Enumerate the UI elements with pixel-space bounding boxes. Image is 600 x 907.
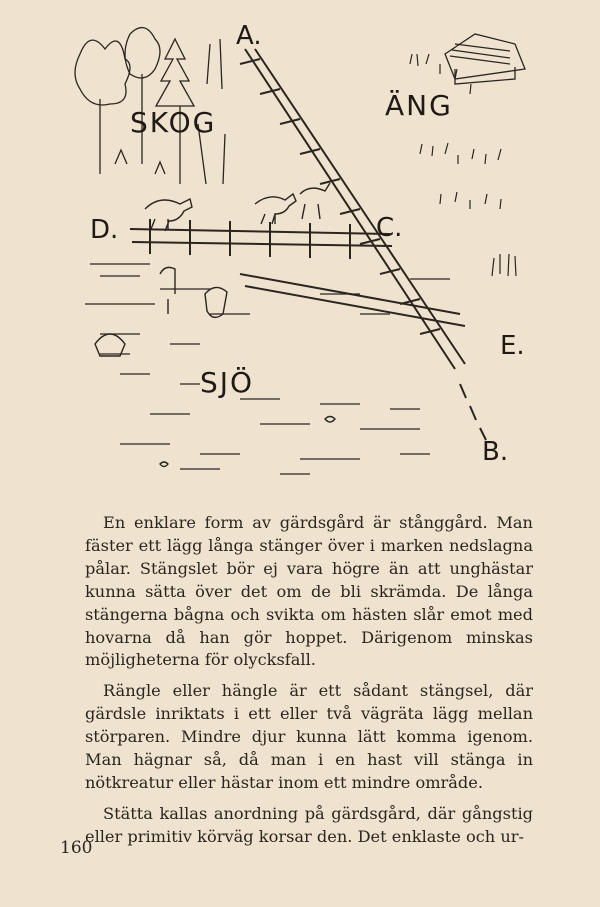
body-text [85,512,533,857]
label-skog: SKOG [130,106,217,139]
fence-horizontal [130,219,465,326]
label-b: B. [482,437,509,467]
label-e: E. [500,331,525,361]
cabin [445,34,525,84]
meadow-grass [410,54,516,276]
lake-water-lines [85,264,450,474]
fence-illustration [60,14,550,484]
page-number: 160 [60,838,93,858]
label-ang: ÄNG [385,89,453,122]
paragraph: En enklare form av gärdsgård är stånggård. Man fäster ett lägg långa stänger över i marken nedslagna pålar. Stängslet bör ej vara högre än att unghästar kunna sätta över det om de bli skrämda. De långa stängerna bågna och svikta om hästen slår emot med hovarna då han gör hoppet. Därigenom minskas möjligheterna för olycksfall. [85,513,533,670]
label-c: C. [376,213,403,243]
paragraph: Rängle eller hängle är ett sådant stängsel, där gärdsle inriktats i ett eller två vägräta lägg mellan störparen. Mindre djur kunna lätt komma igenom. Man hägnar så, då man i en hast vill stänga in nötkreatur eller hästar inom ett mindre område. [85,681,533,792]
label-a: A. [236,21,262,51]
paragraph: Stätta kallas anordning på gärdsgård, där gångstig eller primitiv körväg korsar den. Det enklaste och ur- [85,803,533,846]
label-d: D. [90,215,119,245]
label-sjo: SJÖ [200,366,255,399]
illustration-drawing [60,14,550,484]
